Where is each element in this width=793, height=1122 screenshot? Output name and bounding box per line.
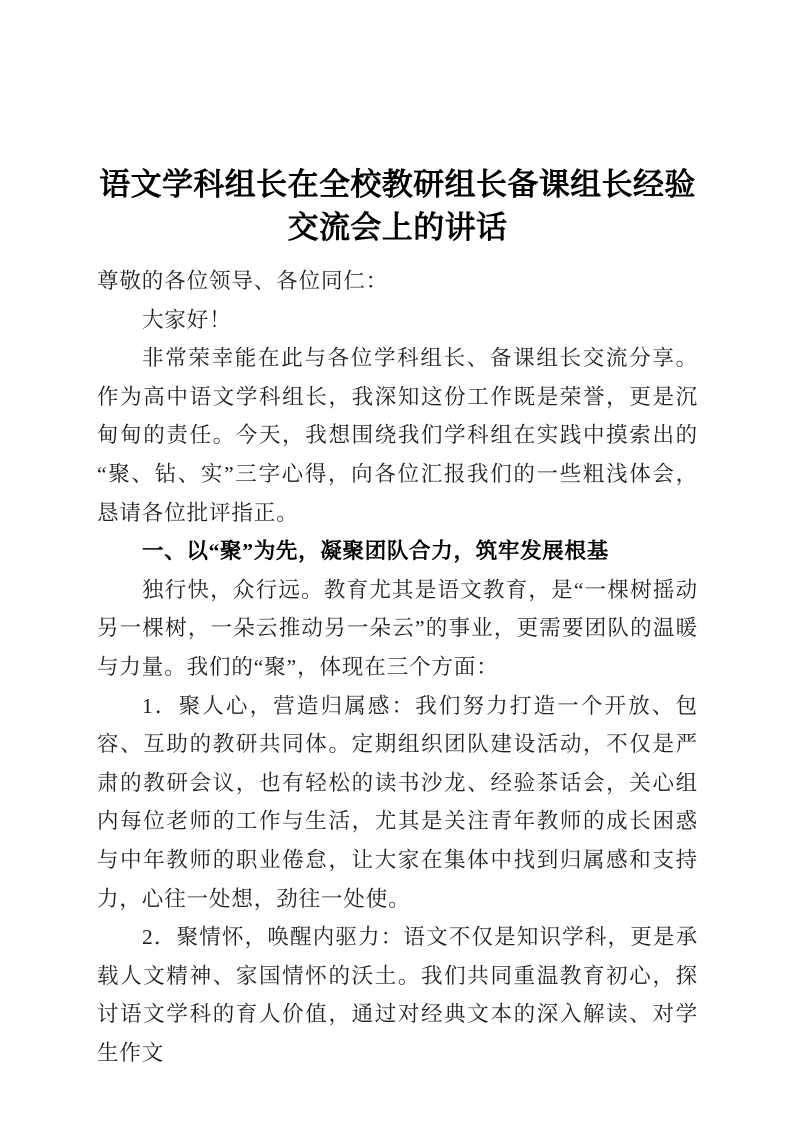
page-title: 语文学科组长在全校教研组长备课组长经验交流会上的讲话 bbox=[99, 166, 696, 246]
paragraph-point-1: 1．聚人心，营造归属感：我们努力打造一个开放、包容、互助的教研共同体。定期组织团队建设活动，不仅是严肃的教研会议，也有轻松的读书沙龙、经验茶话会，关心组内每位老师的工作与生活，尤其是关注青年教师的成长困惑与中年教师的职业倦怠，让大家在集体中找到归属感和支持力，心往一处想，劲往一处使。 bbox=[97, 693, 698, 911]
section-heading-1: 一、以“聚”为先，凝聚团队合力，筑牢发展根基 bbox=[142, 539, 609, 564]
paragraph-opening: 非常荣幸能在此与各位学科组长、备课组长交流分享。作为高中语文学科组长，我深知这份工作既是荣誉，更是沉甸甸的责任。今天，我想围绕我们学科组在实践中摸索出的“聚、钻、实”三字心得，向各位汇报我们的一些粗浅体会，恳请各位批评指正。 bbox=[97, 346, 698, 525]
paragraph-salutation: 尊敬的各位领导、各位同仁： bbox=[97, 269, 389, 293]
paragraph-section-1-intro: 独行快，众行远。教育尤其是语文教育，是“一棵树摇动另一棵树，一朵云推动另一朵云”的事业，更需要团队的温暖与力量。我们的“聚”，体现在三个方面： bbox=[97, 577, 698, 679]
paragraph-point-2: 2．聚情怀，唤醒内驱力：语文不仅是知识学科，更是承载人文精神、家国情怀的沃土。我们共同重温教育初心，探讨语文学科的育人价值，通过对经典文本的深入解读、对学生作文 bbox=[97, 925, 698, 1065]
document-body bbox=[97, 262, 698, 1072]
paragraph-greeting: 大家好！ bbox=[142, 307, 232, 332]
